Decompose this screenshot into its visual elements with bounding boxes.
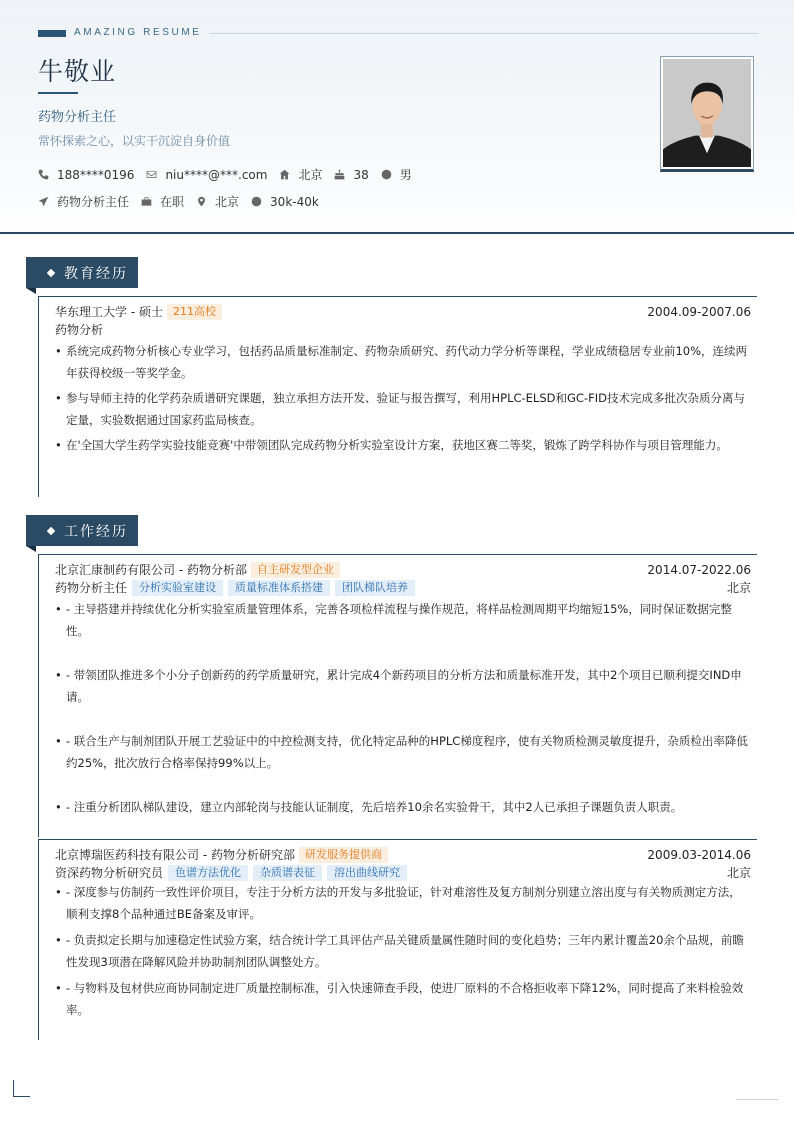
skill-tag: 团队梯队培养 bbox=[335, 580, 415, 596]
intent-city-text: 北京 bbox=[215, 195, 240, 209]
job-bullet: • - 注重分析团队梯队建设，建立内部轮岗与技能认证制度，先后培养10余名实验骨干，其中2人已承担子课题负责人职责。 bbox=[55, 796, 751, 818]
gender-item bbox=[381, 166, 412, 183]
location-pin-icon bbox=[196, 196, 207, 207]
job-bullet: • - 与物料及包材供应商协同制定进厂质量控制标准，引入快速筛查手段，使进厂原料的不合格拒收率下降12%，同时提高了来料检验效率。 bbox=[55, 977, 751, 1021]
education-section bbox=[38, 296, 757, 497]
school-name: 华东理工大学 - 硕士 bbox=[55, 305, 163, 319]
education-bullet: • 系统完成药物分析核心专业学习，包括药品质量标准制定、药物杂质研究、药代动力学分析等课程，学业成绩稳居专业前10%，连续两年获得校级一等奖学金。 bbox=[55, 340, 751, 384]
diamond-icon bbox=[47, 268, 55, 276]
page-corner-mark bbox=[13, 1080, 30, 1097]
job-2-role-row bbox=[55, 865, 751, 881]
gender-text: 男 bbox=[399, 168, 412, 182]
city-text: 北京 bbox=[298, 168, 323, 182]
job-bullet: • - 带领团队推进多个小分子创新药的药学质量研究，累计完成4个新药项目的分析方法和质量标准开发，其中2个项目已顺利提交IND申请。 bbox=[55, 664, 751, 708]
salary-item bbox=[251, 195, 319, 209]
resume-header bbox=[0, 0, 794, 234]
phone-icon bbox=[38, 169, 49, 180]
job-2-role-group bbox=[55, 865, 407, 881]
email-item bbox=[146, 168, 267, 182]
briefcase-icon bbox=[141, 196, 152, 207]
work-section-title bbox=[26, 515, 138, 546]
education-header-row bbox=[55, 304, 751, 320]
money-icon bbox=[251, 196, 262, 207]
job-1-role-group bbox=[55, 580, 415, 596]
education-label: 教育经历 bbox=[64, 265, 128, 282]
education-dates: 2004.09-2007.06 bbox=[647, 305, 751, 319]
company-name: 北京博瑞医药科技有限公司 - 药物分析研究部 bbox=[55, 848, 295, 862]
brand-bar bbox=[38, 30, 66, 37]
education-major-row bbox=[55, 322, 751, 338]
job-location: 北京 bbox=[726, 581, 751, 595]
status-text: 在职 bbox=[160, 195, 185, 209]
diamond-icon bbox=[47, 526, 55, 534]
school-badge: 211高校 bbox=[167, 304, 222, 320]
send-icon bbox=[38, 196, 49, 207]
brand-divider bbox=[210, 33, 758, 34]
salary-text: 30k-40k bbox=[270, 194, 319, 209]
education-bullet: • 参与导师主持的化学药杂质谱研究课题，独立承担方法开发、验证与报告撰写，利用HPLC-ELSD和GC-FID技术完成多批次杂质分离与定量，实验数据通过国家药监局核查。 bbox=[55, 387, 751, 431]
phone-item bbox=[38, 168, 134, 182]
phone-text: 188****0196 bbox=[57, 167, 135, 182]
candidate-motto: 常怀探索之心，以实干沉淀自身价值 bbox=[38, 134, 231, 148]
job-2-inner bbox=[55, 840, 751, 1040]
job-entry-2 bbox=[38, 839, 757, 1040]
job-1-inner bbox=[55, 555, 751, 837]
home-icon bbox=[279, 169, 290, 180]
skill-tag: 溶出曲线研究 bbox=[327, 865, 407, 881]
email-text: niu****@***.com bbox=[165, 167, 268, 182]
education-bullet: • 在'全国大学生药学实验技能竞赛'中带领团队完成药物分析实验室设计方案，获地区赛二等奖，锻炼了跨学科协作与项目管理能力。 bbox=[55, 434, 751, 456]
contact-row bbox=[38, 166, 424, 183]
gender-icon bbox=[381, 169, 392, 180]
job-1-role-row bbox=[55, 580, 751, 596]
major: 药物分析 bbox=[55, 323, 104, 337]
brand-row bbox=[38, 27, 758, 41]
page-corner-line bbox=[736, 1099, 778, 1100]
profile-photo bbox=[663, 59, 751, 167]
mail-icon bbox=[146, 169, 157, 180]
skill-tag: 分析实验室建设 bbox=[132, 580, 223, 596]
education-entry bbox=[55, 297, 751, 497]
cake-icon bbox=[334, 169, 345, 180]
skill-tag: 质量标准体系搭建 bbox=[228, 580, 330, 596]
job-role: 药物分析主任 bbox=[55, 581, 128, 595]
education-school-group bbox=[55, 304, 222, 320]
candidate-name: 牛敬业 bbox=[38, 57, 117, 86]
education-section-title bbox=[26, 257, 138, 288]
profile-photo-frame bbox=[660, 56, 754, 172]
job-dates: 2009.03-2014.06 bbox=[647, 848, 751, 862]
age-item bbox=[334, 168, 368, 182]
age-text: 38 bbox=[353, 167, 369, 182]
job-entry-1 bbox=[38, 554, 757, 837]
job-bullet: • - 深度参与仿制药一致性评价项目，专注于分析方法的开发与多批验证，针对难溶性及复方制剂分别建立溶出度与有关物质测定方法，顺利支撑8个品种通过BE备案及审评。 bbox=[55, 881, 751, 925]
job-1-header-row bbox=[55, 562, 751, 578]
job-bullet: • - 负责拟定长期与加速稳定性试验方案，结合统计学工具评估产品关键质量属性随时间的变化趋势；三年内累计覆盖20余个品规，前瞻性发现3项潜在降解风险并协助制剂团队调整处方。 bbox=[55, 929, 751, 973]
intent-city-item bbox=[196, 193, 239, 210]
candidate-title: 药物分析主任 bbox=[38, 110, 117, 125]
intent-title-item bbox=[38, 193, 129, 210]
brand-text: AMAZING RESUME bbox=[74, 27, 202, 38]
job-bullet: • - 联合生产与制剂团队开展工艺验证中的中控检测支持，优化特定品种的HPLC梯度程序，使有关物质检测灵敏度提升，杂质检出率降低约25%，批次放行合格率保持99%以上。 bbox=[55, 730, 751, 774]
work-label: 工作经历 bbox=[64, 523, 128, 540]
job-2-company-group bbox=[55, 847, 388, 863]
job-intent-row bbox=[38, 193, 331, 210]
intent-title-text: 药物分析主任 bbox=[57, 195, 130, 209]
name-underline bbox=[38, 92, 78, 94]
status-item bbox=[141, 193, 184, 210]
job-dates: 2014.07-2022.06 bbox=[647, 563, 751, 577]
job-2-header-row bbox=[55, 847, 751, 863]
company-badge: 研发服务提供商 bbox=[299, 847, 388, 863]
job-location: 北京 bbox=[726, 866, 751, 880]
city-item bbox=[279, 166, 322, 183]
company-badge: 自主研发型企业 bbox=[251, 562, 340, 578]
skill-tag: 色谱方法优化 bbox=[168, 865, 248, 881]
company-name: 北京汇康制药有限公司 - 药物分析部 bbox=[55, 563, 247, 577]
job-role: 资深药物分析研究员 bbox=[55, 866, 164, 880]
job-1-company-group bbox=[55, 562, 340, 578]
skill-tag: 杂质谱表征 bbox=[253, 865, 322, 881]
job-bullet: • - 主导搭建并持续优化分析实验室质量管理体系，完善各项检样流程与操作规范，将样品检测周期平均缩短15%，同时保证数据完整性。 bbox=[55, 598, 751, 642]
